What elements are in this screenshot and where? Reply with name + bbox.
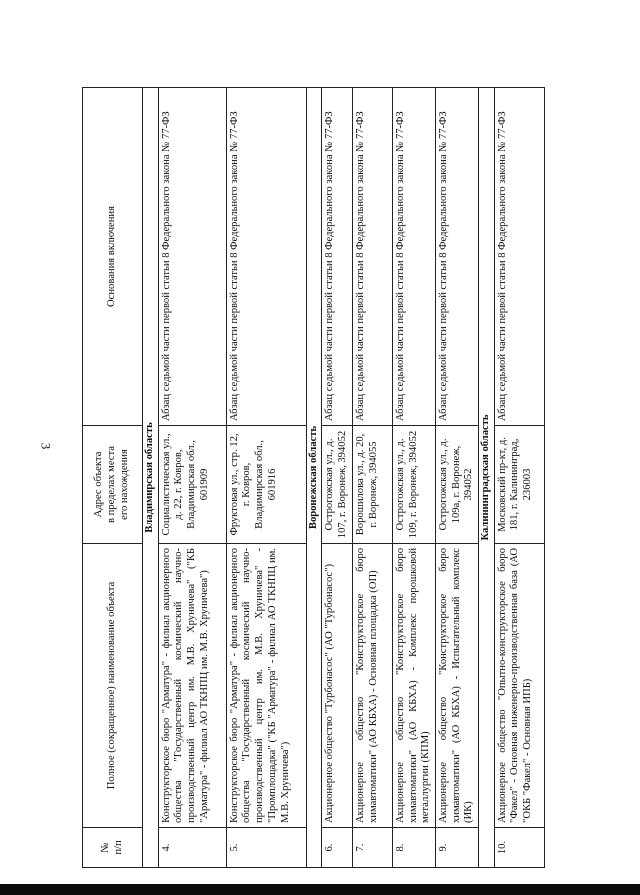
row-number: 6.: [322, 828, 352, 868]
object-address: Ворошилова ул., д. 20, г. Воронеж, 394055: [352, 426, 392, 544]
object-name: Конструкторское бюро "Арматура" - филиал акционерного общества "Государственный космический научно-производственный центр им. М.В. Хруничева" ("КБ "Арматура" - филиал АО ТКНПЦ им. М.В. Хруничева"): [158, 544, 226, 828]
header-name: Полное (сокращенное) наименование объекта: [83, 544, 143, 828]
header-address: Адрес объекта в пределах места его нахождения: [83, 426, 143, 544]
header-basis: Основания включения: [83, 88, 143, 426]
scan-bottom-edge: [0, 884, 640, 895]
object-address: Московский пр-кт, д. 181, г. Калининград, 236003: [494, 426, 544, 544]
inclusion-basis: Абзац седьмой части первой статьи 8 Федерального закона № 77-ФЗ: [435, 88, 478, 426]
inclusion-basis: Абзац седьмой части первой статьи 8 Федерального закона № 77-ФЗ: [352, 88, 392, 426]
rotated-page-content: [82, 88, 535, 868]
object-name: Конструкторское бюро "Арматура" - филиал акционерного общества "Государственный космический научно-производственный центр им. М.В. Хруничева" - "Промплощадка" ("КБ "Арматура" - филиал АО ТКНПЦ им. М.В. Хруничева"): [226, 544, 306, 828]
region-header: Калининградская область: [479, 88, 495, 868]
region-header: Владимирская область: [143, 88, 159, 868]
row-number: 9.: [435, 828, 478, 868]
inclusion-basis: Абзац седьмой части первой статьи 8 Федерального закона № 77-ФЗ: [322, 88, 352, 426]
row-number: 5.: [226, 828, 306, 868]
object-name: Акционерное общество "Турбонасос" (АО "Турбонасос"): [322, 544, 352, 828]
row-number: 4.: [158, 828, 226, 868]
row-number: 8.: [392, 828, 435, 868]
object-address: Фруктовая ул., стр. 12, г. Ковров, Владимирская обл., 601916: [226, 426, 306, 544]
object-name: Акционерное общество "Конструкторское бюро химавтоматики" (АО КБХА) - Основная площадка (ОП): [352, 544, 392, 828]
header-num: № п/п: [83, 828, 143, 868]
inclusion-basis: Абзац седьмой части первой статьи 8 Федерального закона № 77-ФЗ: [158, 88, 226, 426]
objects-table: [82, 87, 545, 868]
inclusion-basis: Абзац седьмой части первой статьи 8 Федерального закона № 77-ФЗ: [392, 88, 435, 426]
object-name: Акционерное общество "Конструкторское бюро химавтоматики" (АО КБХА) - Комплекс порошковой металлургии (КПМ): [392, 544, 435, 828]
object-address: Острогожская ул., д. 109, г. Воронеж, 394052: [392, 426, 435, 544]
page-number: 3: [38, 442, 54, 450]
row-number: 10.: [494, 828, 544, 868]
object-address: Острогожская ул., д. 109а, г. Воронеж, 394052: [435, 426, 478, 544]
inclusion-basis: Абзац седьмой части первой статьи 8 Федерального закона № 77-ФЗ: [226, 88, 306, 426]
row-number: 7.: [352, 828, 392, 868]
object-name: Акционерное общество "Опытно-конструкторское бюро "Факел" - Основная инженерно-производственная база (АО "ОКБ "Факел" - Основная ИПБ): [494, 544, 544, 828]
inclusion-basis: Абзац седьмой части первой статьи 8 Федерального закона № 77-ФЗ: [494, 88, 544, 426]
object-address: Социалистическая ул., д. 22, г. Ковров, Владимирская обл., 601909: [158, 426, 226, 544]
region-header: Воронежская область: [306, 88, 322, 868]
object-name: Акционерное общество "Конструкторское бюро химавтоматики" (АО КБХА) - Испытательный комплекс (ИК): [435, 544, 478, 828]
object-address: Острогожская ул., д. 107, г. Воронеж, 394052: [322, 426, 352, 544]
